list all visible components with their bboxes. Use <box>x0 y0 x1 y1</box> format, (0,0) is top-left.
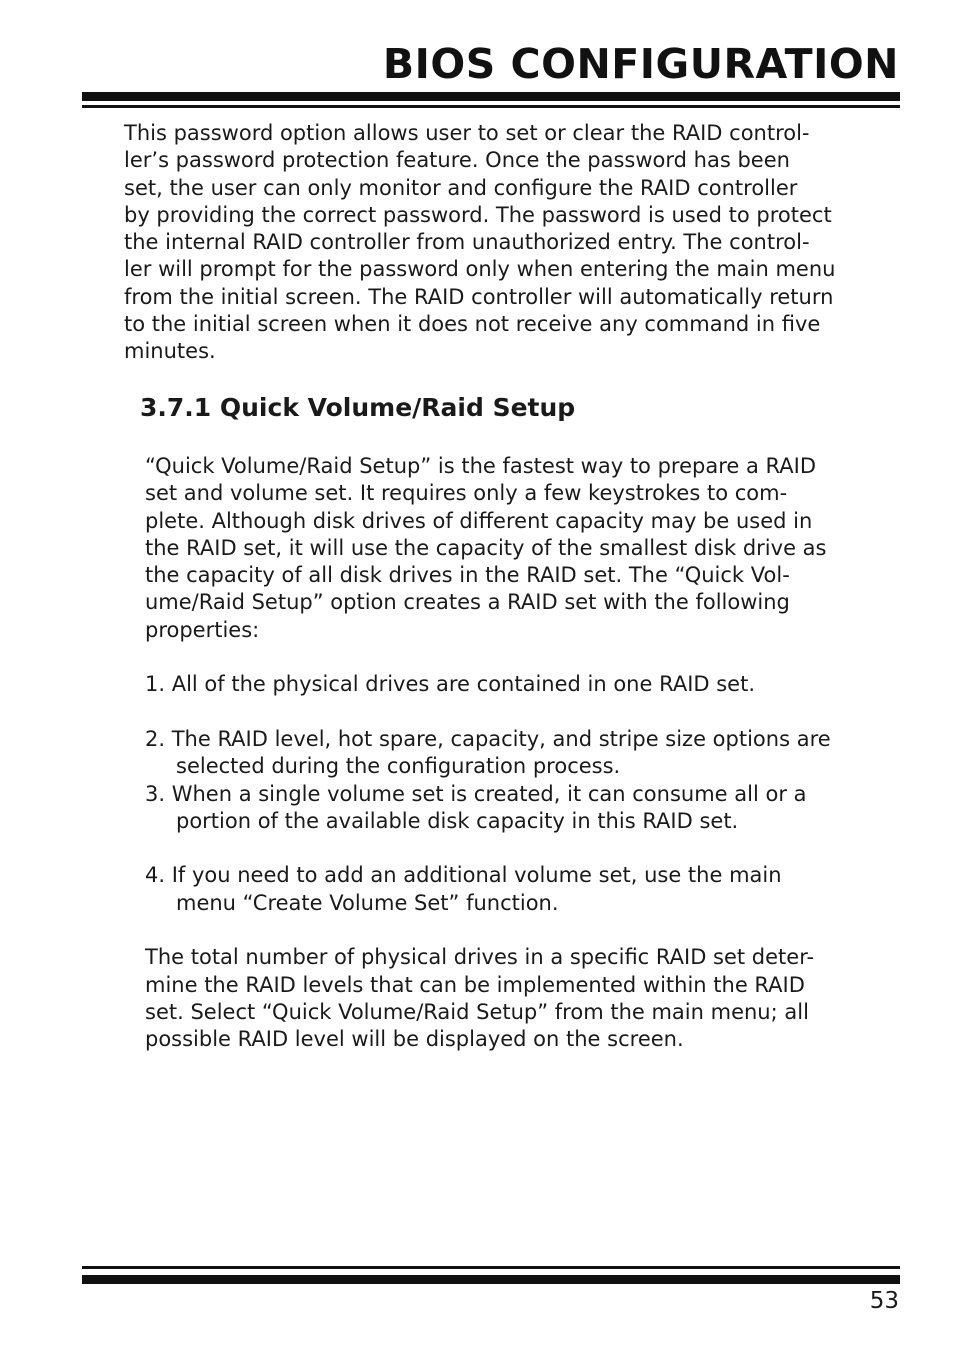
footer-rule-thick <box>82 1275 900 1284</box>
paragraph-line: mine the RAID levels that can be implemented within the RAID <box>145 972 805 997</box>
list-item-line: 4. If you need to add an additional volume set, use the main <box>145 863 782 888</box>
paragraph-line: The total number of physical drives in a specific RAID set deter- <box>145 945 815 970</box>
list-item-1: 1. All of the physical drives are contained in one RAID set. <box>145 672 756 697</box>
list-item-3 <box>145 781 915 836</box>
intro-line: by providing the correct password. The password is used to protect <box>124 202 832 227</box>
list-item-line: menu “Create Volume Set” function. <box>176 890 559 915</box>
intro-line: set, the user can only monitor and configure the RAID controller <box>124 175 798 200</box>
paragraph-line: plete. Although disk drives of different capacity may be used in <box>145 508 813 533</box>
list-item-line: 2. The RAID level, hot spare, capacity, and stripe size options are <box>145 726 831 751</box>
intro-line: This password option allows user to set or clear the RAID control- <box>124 121 810 145</box>
section-paragraph-1 <box>145 453 915 644</box>
list-item-line: selected during the configuration process. <box>176 754 621 779</box>
paragraph-line: the RAID set, it will use the capacity of the smallest disk drive as <box>145 535 827 560</box>
intro-line: ler’s password protection feature. Once the password has been <box>124 148 790 173</box>
list-item-2 <box>145 726 915 781</box>
page-title: BIOS CONFIGURATION <box>382 40 899 88</box>
section-paragraph-2 <box>145 944 915 1053</box>
paragraph-line: the capacity of all disk drives in the RAID set. The “Quick Vol- <box>145 563 790 588</box>
section-body <box>145 453 915 1054</box>
intro-line: to the initial screen when it does not receive any command in five <box>124 312 821 337</box>
intro-paragraph <box>124 120 914 366</box>
list-item-line: portion of the available disk capacity in this RAID set. <box>176 808 739 833</box>
page-number: 53 <box>869 1288 899 1314</box>
paragraph-line: set and volume set. It requires only a few keystrokes to com- <box>145 481 788 506</box>
intro-line: ler will prompt for the password only when entering the main menu <box>124 257 836 282</box>
list-item-line: 3. When a single volume set is created, it can consume all or a <box>145 781 807 806</box>
list-item-4 <box>145 862 915 917</box>
section-heading: 3.7.1 Quick Volume/Raid Setup <box>140 393 576 422</box>
footer-rule-thin <box>82 1266 900 1269</box>
intro-line: from the initial screen. The RAID controller will automatically return <box>124 284 834 309</box>
paragraph-line: possible RAID level will be displayed on the screen. <box>145 1027 684 1052</box>
header-rule-thick <box>82 92 900 101</box>
header-rule-thin <box>82 105 900 108</box>
intro-line: minutes. <box>124 339 216 364</box>
paragraph-line: ume/Raid Setup” option creates a RAID set with the following <box>145 590 790 615</box>
paragraph-line: properties: <box>145 617 260 642</box>
paragraph-line: set. Select “Quick Volume/Raid Setup” from the main menu; all <box>145 999 809 1024</box>
paragraph-line: “Quick Volume/Raid Setup” is the fastest way to prepare a RAID <box>145 454 816 478</box>
intro-line: the internal RAID controller from unauthorized entry. The control- <box>124 230 810 255</box>
